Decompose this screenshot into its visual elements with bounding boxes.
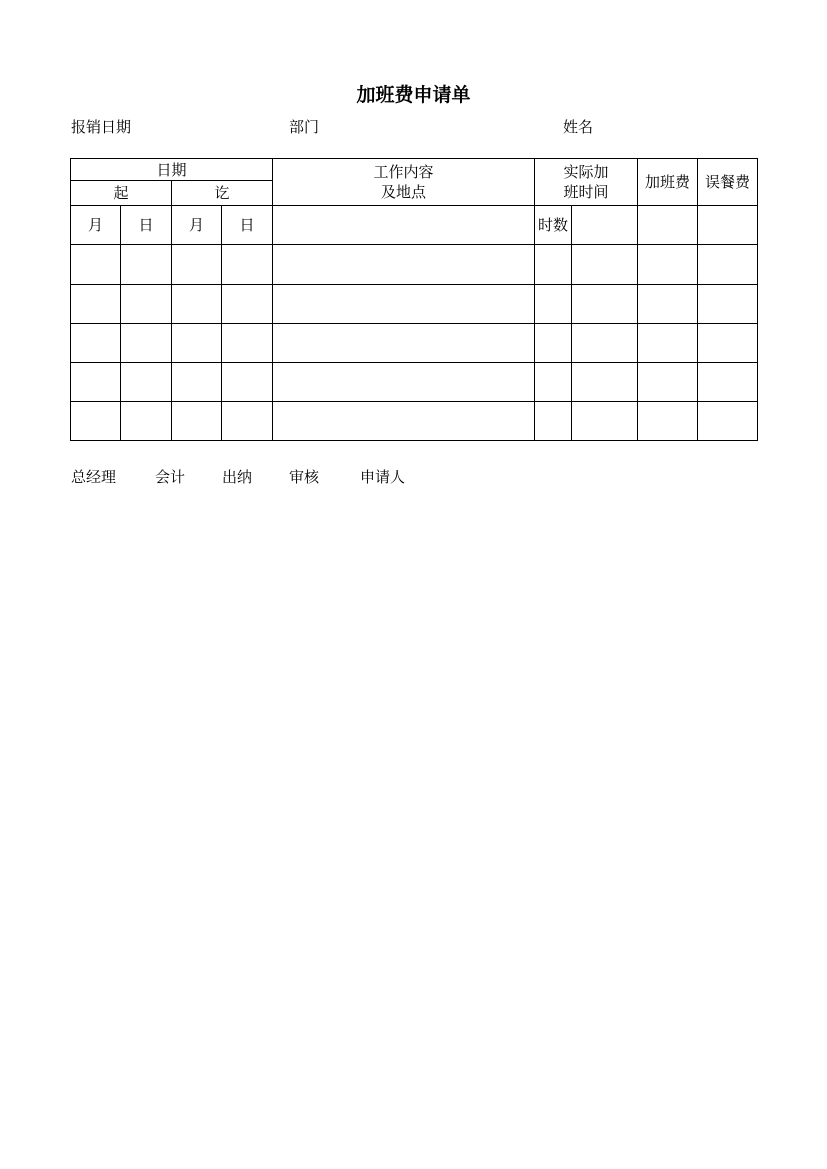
hours-count-cell[interactable]	[535, 324, 572, 363]
end-month-cell[interactable]	[172, 402, 222, 441]
start-day-cell[interactable]	[121, 285, 172, 324]
overtime-fee-header: 加班费	[638, 159, 698, 206]
start-day-cell[interactable]	[121, 402, 172, 441]
table-row	[71, 285, 758, 324]
hours-cell[interactable]	[572, 402, 638, 441]
work-content-header	[273, 159, 535, 206]
overtime-fee-cell[interactable]	[638, 402, 698, 441]
reviewer-label: 审核	[289, 468, 320, 486]
end-month-cell[interactable]	[172, 324, 222, 363]
end-month-cell[interactable]	[172, 285, 222, 324]
overtime-fee-cell[interactable]	[638, 285, 698, 324]
overtime-fee-cell[interactable]	[638, 363, 698, 402]
form-title: 加班费申请单	[356, 84, 471, 106]
work-content-cell[interactable]	[273, 363, 535, 402]
end-day-cell[interactable]	[222, 245, 273, 285]
end-day-cell[interactable]	[222, 363, 273, 402]
actual-hours-header-line2: 班时间	[563, 183, 609, 201]
start-day-header: 日	[121, 206, 172, 245]
work-content-header-line1: 工作内容	[373, 163, 434, 181]
start-month-cell[interactable]	[71, 245, 121, 285]
work-content-cell[interactable]	[273, 285, 535, 324]
hours-count-cell[interactable]	[535, 285, 572, 324]
end-day-cell[interactable]	[222, 402, 273, 441]
end-month-cell[interactable]	[172, 245, 222, 285]
start-date-header: 起	[71, 181, 172, 206]
table-row	[71, 402, 758, 441]
hours-cell[interactable]	[572, 363, 638, 402]
table-row	[71, 363, 758, 402]
table-row	[71, 245, 758, 285]
date-group-header: 日期	[71, 159, 273, 181]
hours-cell[interactable]	[572, 206, 638, 245]
department-label: 部门	[289, 118, 320, 136]
cashier-label: 出纳	[222, 468, 253, 486]
end-day-cell[interactable]	[222, 285, 273, 324]
applicant-label: 申请人	[360, 468, 406, 486]
overtime-fee-cell[interactable]	[638, 206, 698, 245]
overtime-fee-cell[interactable]	[638, 245, 698, 285]
work-content-header-line2: 及地点	[381, 183, 427, 201]
end-day-header: 日	[222, 206, 273, 245]
start-day-cell[interactable]	[121, 245, 172, 285]
name-label: 姓名	[563, 118, 594, 136]
start-month-cell[interactable]	[71, 402, 121, 441]
hours-count-cell[interactable]	[535, 245, 572, 285]
start-day-cell[interactable]	[121, 363, 172, 402]
meal-fee-cell[interactable]	[698, 324, 758, 363]
work-content-cell[interactable]	[273, 402, 535, 441]
start-month-cell[interactable]	[71, 324, 121, 363]
end-day-cell[interactable]	[222, 324, 273, 363]
end-month-cell[interactable]	[172, 363, 222, 402]
meal-fee-cell[interactable]	[698, 245, 758, 285]
work-content-cell[interactable]	[273, 245, 535, 285]
reimbursement-date-label: 报销日期	[71, 118, 132, 136]
meal-fee-header: 误餐费	[698, 159, 758, 206]
start-month-header: 月	[71, 206, 121, 245]
end-month-header: 月	[172, 206, 222, 245]
general-manager-label: 总经理	[71, 468, 117, 486]
meal-fee-cell[interactable]	[698, 206, 758, 245]
start-month-cell[interactable]	[71, 285, 121, 324]
meal-fee-cell[interactable]	[698, 285, 758, 324]
meal-fee-cell[interactable]	[698, 363, 758, 402]
hours-count-header: 时数	[535, 206, 572, 245]
hours-cell[interactable]	[572, 285, 638, 324]
actual-hours-header	[535, 159, 638, 206]
meal-fee-cell[interactable]	[698, 402, 758, 441]
hours-count-cell[interactable]	[535, 363, 572, 402]
start-month-cell[interactable]	[71, 363, 121, 402]
hours-cell[interactable]	[572, 245, 638, 285]
overtime-form-table	[70, 158, 758, 441]
end-date-header: 讫	[172, 181, 273, 206]
hours-cell[interactable]	[572, 324, 638, 363]
accountant-label: 会计	[155, 468, 186, 486]
overtime-fee-cell[interactable]	[638, 324, 698, 363]
start-day-cell[interactable]	[121, 324, 172, 363]
table-row	[71, 324, 758, 363]
work-content-cell[interactable]	[273, 206, 535, 245]
hours-count-cell[interactable]	[535, 402, 572, 441]
actual-hours-header-line1: 实际加	[563, 163, 609, 181]
work-content-cell[interactable]	[273, 324, 535, 363]
